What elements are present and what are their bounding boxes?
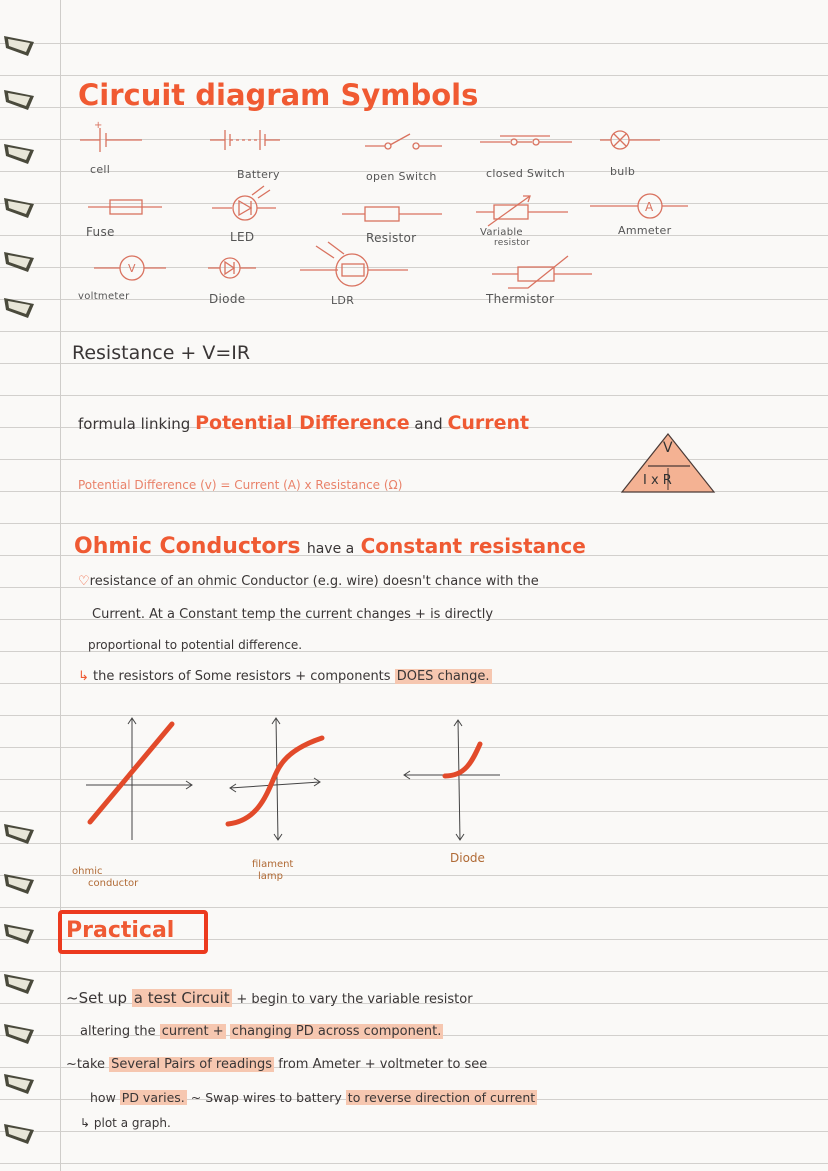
practical-line-2 xyxy=(80,1024,443,1039)
spiral-ring-icon xyxy=(0,192,40,218)
voltmeter-letter: V xyxy=(128,262,136,275)
ammeter-symbol-icon xyxy=(590,194,688,218)
practical-l4-hl: PD varies. xyxy=(121,1090,185,1105)
graph-label-ohmic-1: ohmic xyxy=(72,866,103,877)
practical-l4-mid: ~ Swap wires to battery xyxy=(190,1090,342,1105)
bulb-symbol-icon xyxy=(600,131,660,149)
practical-line-5: ↳ plot a graph. xyxy=(80,1116,171,1130)
ammeter-letter: A xyxy=(645,200,654,214)
triangle-top: V xyxy=(663,440,673,456)
battery-symbol-icon xyxy=(210,130,280,150)
ohmic-word1: Ohmic Conductors xyxy=(74,534,301,559)
practical-line-1 xyxy=(66,989,473,1007)
graph-label-ohmic-2: conductor xyxy=(88,878,139,889)
practical-l2-pre: altering the xyxy=(80,1024,156,1039)
formula-current: Current xyxy=(447,412,530,434)
ohmic-word2: Constant resistance xyxy=(360,534,586,558)
circuit-symbols-diagram xyxy=(80,118,800,308)
ohmic-line-1: ♡resistance of an ohmic Conductor (e.g. wire) doesn't chance with the xyxy=(78,574,539,589)
filament-curve xyxy=(228,738,322,824)
graph-label-diode: Diode xyxy=(450,851,485,865)
closed-switch-symbol-icon xyxy=(480,136,572,145)
closed-switch-label: closed Switch xyxy=(486,167,566,180)
open-switch-symbol-icon xyxy=(365,134,442,149)
practical-l4-pre: how xyxy=(90,1090,116,1105)
spiral-ring-icon xyxy=(0,918,40,944)
practical-l1-post: + begin to vary the variable resistor xyxy=(236,992,473,1007)
ohmic-line-4: ↳ the resistors of Some resistors + components DOES change. xyxy=(78,669,490,684)
ldr-label: LDR xyxy=(331,294,355,307)
resistor-symbol-icon xyxy=(342,207,442,221)
formula-line: Potential Difference (v) = Current (A) x Resistance (Ω) xyxy=(78,478,403,492)
fuse-label: Fuse xyxy=(86,225,115,239)
ohmic-line-3: proportional to potential difference. xyxy=(88,638,303,652)
practical-l1-test: a test Circuit xyxy=(133,989,230,1007)
ldr-symbol-icon xyxy=(300,242,408,286)
ohmic-line xyxy=(90,724,172,822)
voltmeter-symbol-icon xyxy=(94,256,166,280)
open-switch-label: open Switch xyxy=(366,170,437,183)
spiral-ring-icon xyxy=(0,292,40,318)
spiral-ring-icon xyxy=(0,818,40,844)
page-title: Circuit diagram Symbols xyxy=(78,78,479,112)
iv-graphs xyxy=(80,710,520,860)
ammeter-label: Ammeter xyxy=(618,224,672,237)
formula-intro xyxy=(78,412,529,434)
graph-label-filament-2: lamp xyxy=(258,871,283,882)
ohmic-line-2: Current. At a Constant temp the current changes + is directly xyxy=(92,607,494,622)
formula-and: and xyxy=(414,415,443,433)
led-symbol-icon xyxy=(212,186,276,220)
resistor-label: Resistor xyxy=(366,231,417,245)
practical-l4-hl2: to reverse direction of current xyxy=(347,1090,536,1105)
margin-line xyxy=(60,0,61,1171)
practical-heading: Practical xyxy=(66,918,175,943)
ohmic-line-4-hl: DOES change. xyxy=(396,669,490,684)
cell-label: cell xyxy=(90,163,111,176)
spiral-ring-icon xyxy=(0,1018,40,1044)
variable-label-2: resistor xyxy=(494,238,531,248)
ohmic-line-1-text: resistance of an ohmic Conductor (e.g. wire) doesn't chance with the xyxy=(89,574,539,589)
led-label: LED xyxy=(230,230,255,244)
spiral-ring-icon xyxy=(0,84,40,110)
practical-line-4 xyxy=(90,1090,537,1105)
ohmic-line-4-pre: the resistors of Some resistors + components xyxy=(93,669,391,684)
practical-l1-pre: ~Set up xyxy=(66,989,127,1007)
practical-l3-post: from Ameter + voltmeter to see xyxy=(278,1057,488,1072)
practical-line-3 xyxy=(66,1057,487,1072)
practical-l2-current: current + xyxy=(161,1024,224,1039)
diode-curve xyxy=(445,744,480,776)
formula-pd: Potential Difference xyxy=(195,412,410,434)
diode-label: Diode xyxy=(209,292,246,306)
practical-l2-pd: changing PD across component. xyxy=(231,1024,442,1039)
resistance-heading: Resistance + V=IR xyxy=(72,342,251,364)
ohmic-heading xyxy=(74,534,586,559)
thermistor-symbol-icon xyxy=(492,256,592,288)
spiral-ring-icon xyxy=(0,1118,40,1144)
battery-label: Battery xyxy=(237,168,280,181)
triangle-bottom: I x R xyxy=(643,473,672,488)
spiral-ring-icon xyxy=(0,868,40,894)
spiral-ring-icon xyxy=(0,1068,40,1094)
spiral-ring-icon xyxy=(0,30,40,56)
diode-symbol-icon xyxy=(208,258,256,278)
ohmic-mid: have a xyxy=(306,541,355,557)
variable-label-1: Variable xyxy=(480,227,523,238)
voltmeter-label: voltmeter xyxy=(78,291,130,302)
practical-l3-hl: Several Pairs of readings xyxy=(111,1057,273,1072)
spiral-ring-icon xyxy=(0,138,40,164)
spiral-ring-icon xyxy=(0,968,40,994)
bulb-label: bulb xyxy=(610,165,636,178)
fuse-symbol-icon xyxy=(88,200,162,214)
cell-plus-label: + xyxy=(94,120,103,131)
practical-l3-pre: ~take xyxy=(66,1057,106,1072)
formula-intro-prefix: formula linking xyxy=(78,415,191,433)
spiral-ring-icon xyxy=(0,246,40,272)
cell-symbol-icon xyxy=(80,120,142,152)
graph-label-filament-1: filament xyxy=(252,859,294,870)
variable-resistor-symbol-icon xyxy=(476,196,568,226)
thermistor-label: Thermistor xyxy=(486,292,555,306)
practical-l5-text: plot a graph. xyxy=(93,1116,171,1130)
